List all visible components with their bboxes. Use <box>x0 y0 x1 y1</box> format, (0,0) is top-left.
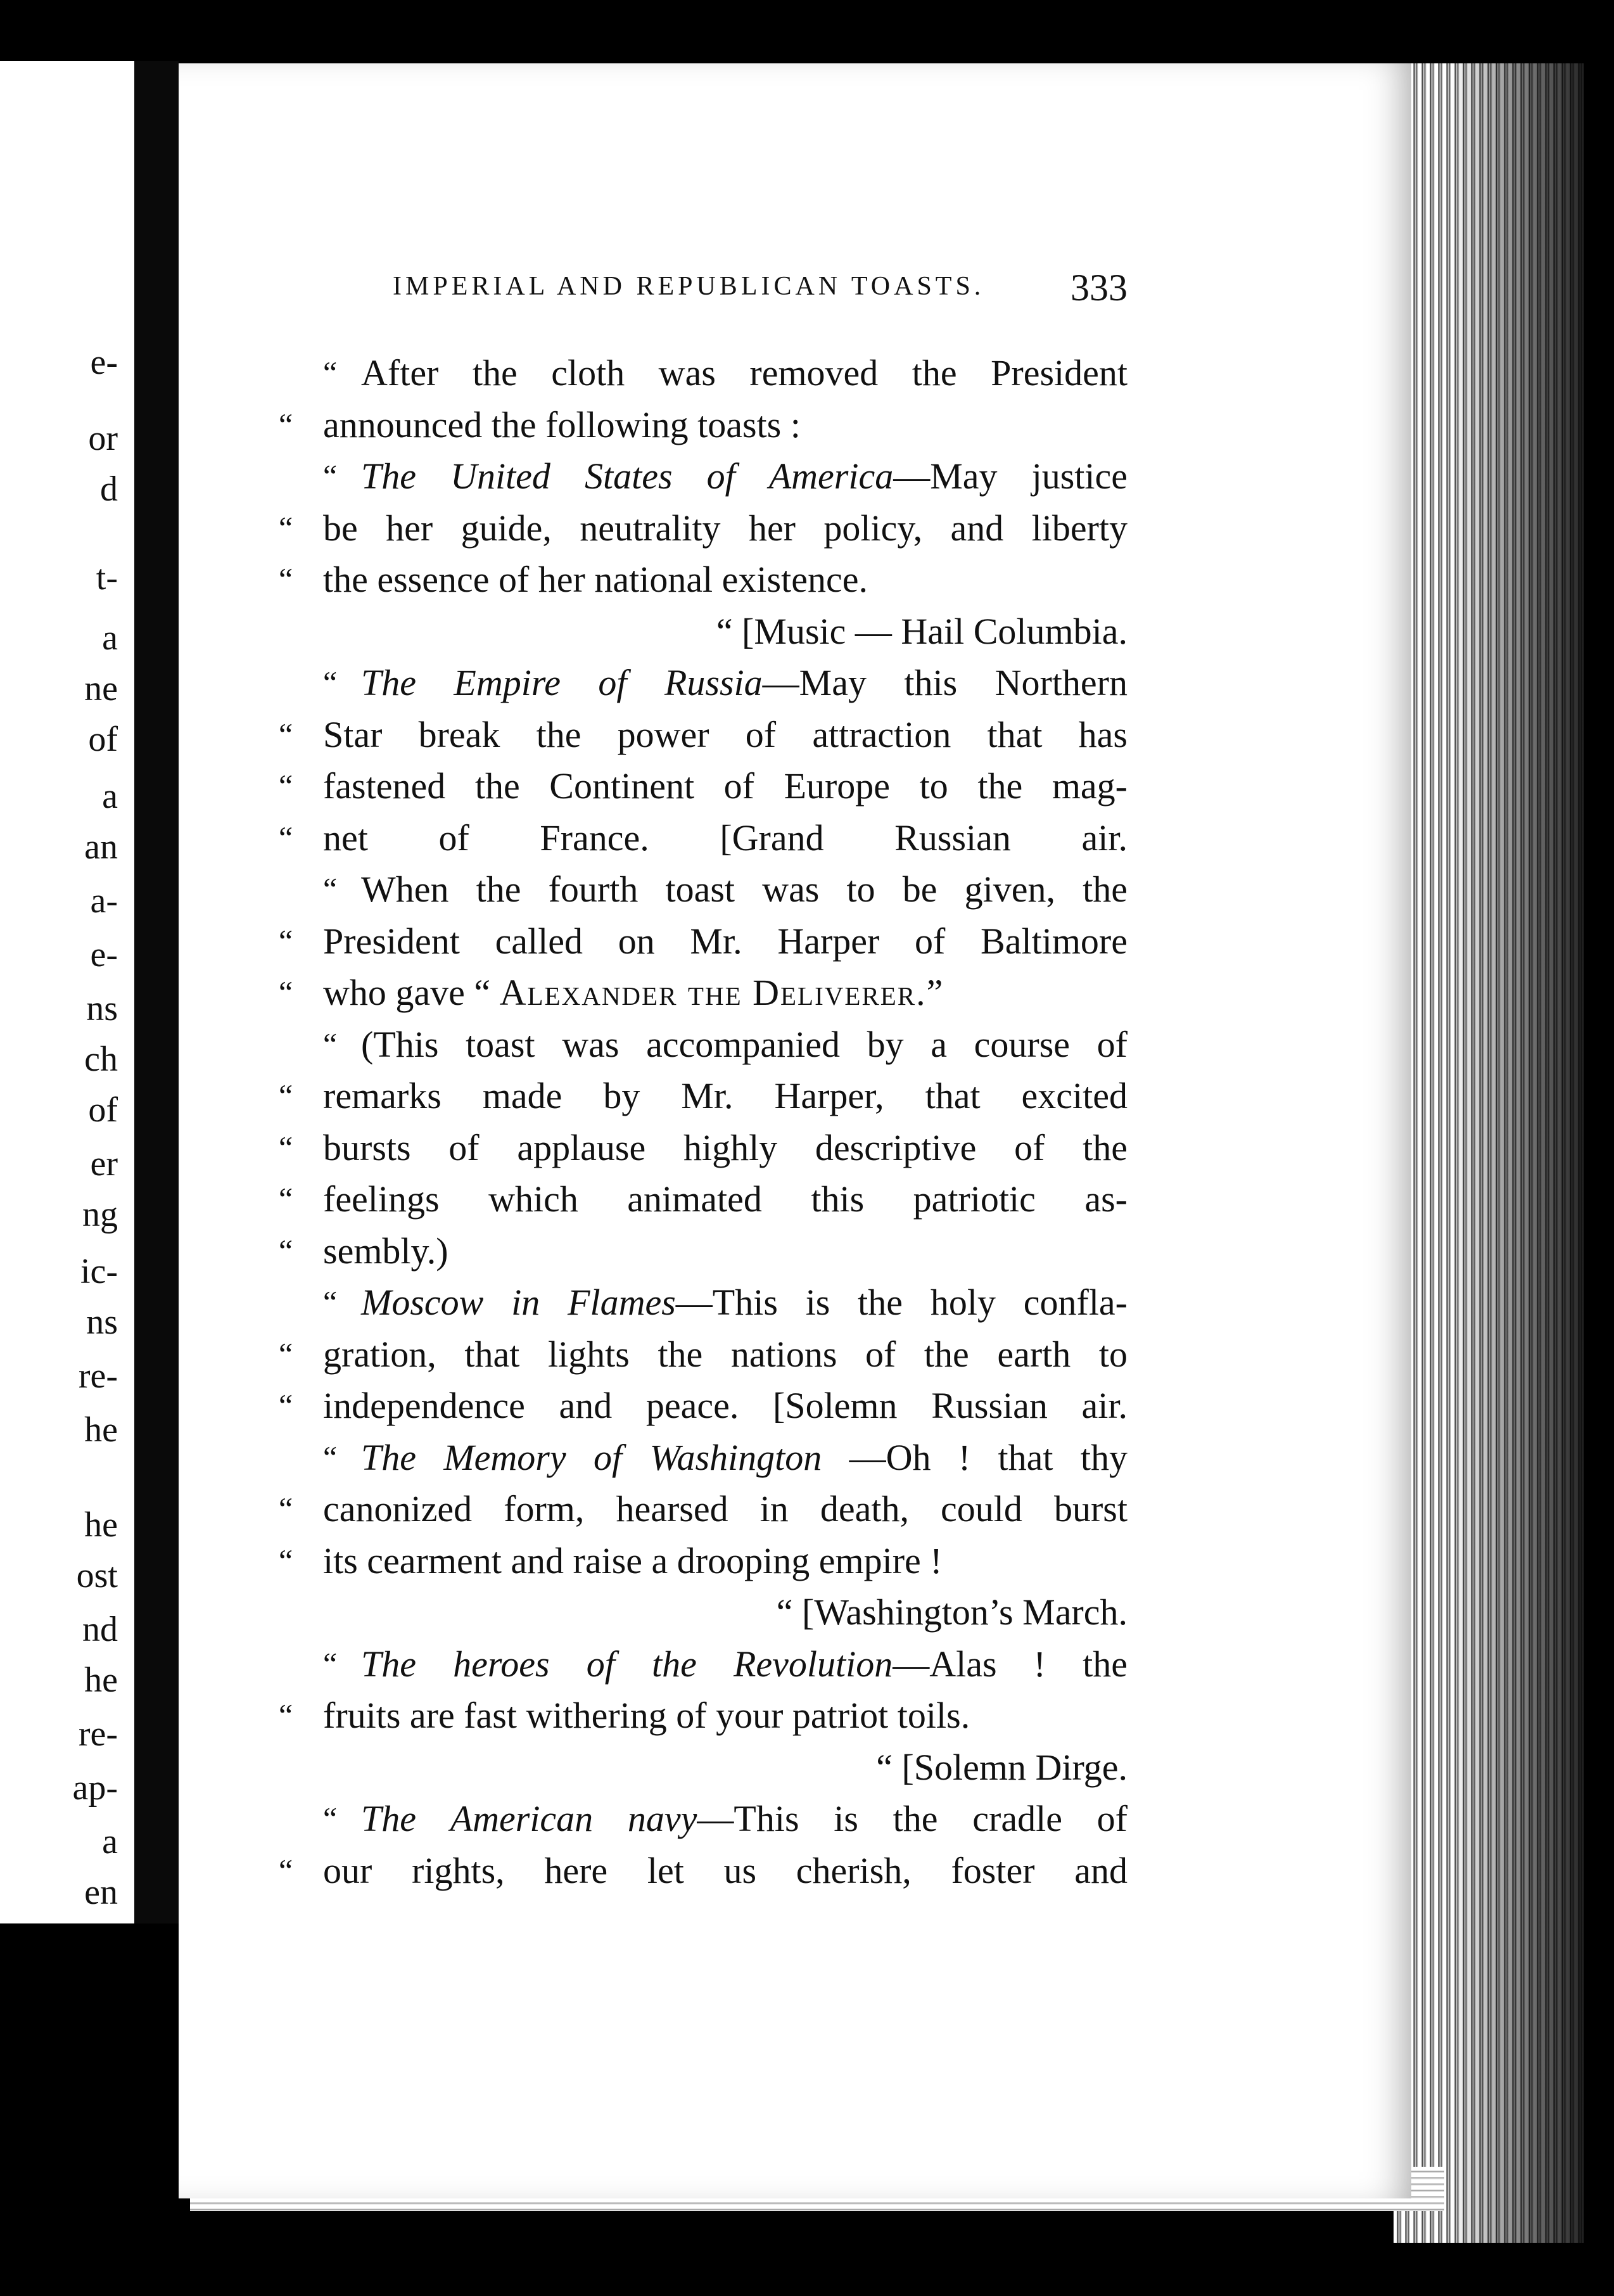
line-text <box>323 915 1128 967</box>
italic-text: The Memory of Washington <box>361 1436 822 1478</box>
quote-mark: “ <box>279 1078 293 1113</box>
text-run: gration, that lights the nations of the earth to <box>323 1333 1128 1375</box>
quote-mark: “ <box>279 922 293 959</box>
text-run: “ [Music — Hail Columbia. <box>716 610 1128 652</box>
text-line <box>279 709 1128 761</box>
previous-page-fragment <box>0 61 134 1923</box>
text-run: the essence of her national existence. <box>323 559 868 600</box>
previous-page-text-fragment: he <box>84 1661 118 1700</box>
text-run: “ [Solemn Dirge. <box>876 1746 1128 1788</box>
text-run: —Oh ! that thy <box>822 1436 1128 1478</box>
previous-page-text-fragment: ns <box>86 1303 118 1342</box>
line-text <box>323 1122 1128 1174</box>
quote-mark: “ <box>279 561 293 597</box>
text-run: —May justice <box>893 456 1128 497</box>
text-line <box>279 399 1128 451</box>
text-run: canonized form, hearsed in death, could burst <box>323 1488 1128 1529</box>
previous-page-text-fragment: re- <box>78 1714 118 1754</box>
text-line <box>279 1742 1128 1794</box>
text-run: fruits are fast withering of your patriot toils. <box>323 1695 970 1736</box>
line-text <box>323 606 1128 658</box>
text-run: Star break the power of attraction that has <box>323 713 1128 755</box>
quote-mark: “ <box>279 406 293 442</box>
text-line <box>279 606 1128 658</box>
previous-page-text-fragment: a <box>102 618 118 658</box>
text-run: net of France. [Grand Russian air. <box>323 817 1128 858</box>
text-line <box>279 915 1128 967</box>
line-text <box>361 1793 1128 1845</box>
text-line <box>279 1535 1128 1587</box>
previous-page-text-fragment: nd <box>82 1610 118 1649</box>
text-line <box>279 1122 1128 1174</box>
text-line <box>279 1380 1128 1432</box>
text-line <box>279 1638 1128 1690</box>
text-line <box>279 760 1128 812</box>
text-run: bursts of applause highly descriptive of the <box>323 1126 1128 1168</box>
previous-page-text-fragment: d <box>100 469 118 509</box>
quote-mark: “ <box>279 974 293 1010</box>
text-line <box>279 1277 1128 1329</box>
quote-mark: “ <box>323 1284 338 1320</box>
text-line <box>279 1586 1128 1638</box>
quote-mark: “ <box>279 1697 293 1733</box>
text-line <box>279 657 1128 709</box>
line-text <box>323 1845 1128 1897</box>
italic-text: The heroes of the Revolution <box>361 1643 893 1685</box>
text-run: When the fourth toast was to be given, the <box>361 869 1128 910</box>
line-text <box>361 864 1128 915</box>
line-text <box>323 1070 1128 1122</box>
text-run: its cearment and raise a drooping empire ! <box>323 1540 943 1581</box>
previous-page-text-fragment: e- <box>90 343 118 382</box>
previous-page-text-fragment: t- <box>96 558 118 597</box>
italic-text: Moscow in Flames <box>361 1282 676 1323</box>
line-text <box>361 450 1128 502</box>
line-text <box>361 1432 1128 1484</box>
text-run: “ [Washington’s March. <box>776 1591 1128 1633</box>
line-text <box>323 967 1128 1019</box>
quote-mark: “ <box>279 1129 293 1165</box>
page-number: 333 <box>1071 267 1128 309</box>
text-line <box>279 1483 1128 1535</box>
running-head <box>393 267 1128 316</box>
text-run: —May this Northern <box>762 662 1128 703</box>
line-text <box>361 1019 1128 1071</box>
text-line <box>279 1432 1128 1484</box>
text-run: feelings which animated this patriotic as- <box>323 1178 1128 1220</box>
text-line <box>279 450 1128 502</box>
quote-mark: “ <box>279 716 293 752</box>
previous-page-text-fragment: an <box>84 827 118 867</box>
text-line <box>279 864 1128 915</box>
text-run: sembly.) <box>323 1230 448 1272</box>
text-line <box>279 1793 1128 1845</box>
quote-mark: “ <box>279 1852 293 1888</box>
text-run: —This is the holy confla- <box>675 1282 1128 1323</box>
quote-mark: “ <box>323 1801 338 1836</box>
text-line <box>279 1845 1128 1897</box>
text-run: After the cloth was removed the President <box>361 352 1128 393</box>
line-text <box>361 1638 1128 1690</box>
previous-page-text-fragment: of <box>88 720 118 759</box>
previous-page-text-fragment: ost <box>76 1556 118 1595</box>
book-gutter <box>134 61 179 1923</box>
italic-text: The American navy <box>361 1798 697 1839</box>
body-text <box>279 347 1128 1896</box>
quote-mark: “ <box>323 458 338 494</box>
line-text <box>323 760 1128 812</box>
line-text <box>323 1742 1128 1794</box>
text-line <box>279 1070 1128 1122</box>
line-text <box>361 1277 1128 1329</box>
line-text <box>323 1380 1128 1432</box>
line-text <box>323 1690 1128 1742</box>
text-run: —Alas ! the <box>893 1643 1128 1685</box>
small-caps-text: Alexander the Deliverer. <box>499 972 927 1013</box>
quote-mark: “ <box>323 665 338 700</box>
line-text <box>361 347 1128 399</box>
quote-mark: “ <box>323 355 338 390</box>
previous-page-text-fragment: e- <box>90 935 118 974</box>
previous-page-text-fragment: ap- <box>72 1768 118 1808</box>
quote-mark: “ <box>323 1026 338 1062</box>
previous-page-text-fragment: a <box>102 777 118 816</box>
italic-text: The Empire of Russia <box>361 662 763 703</box>
previous-page-text-fragment: a- <box>90 881 118 921</box>
text-run: remarks made by Mr. Harper, that excited <box>323 1075 1128 1116</box>
line-text <box>323 1483 1128 1535</box>
text-line <box>279 554 1128 606</box>
quote-mark: “ <box>323 871 338 907</box>
line-text <box>323 709 1128 761</box>
text-run: President called on Mr. Harper of Baltimore <box>323 920 1128 962</box>
line-text <box>323 1586 1128 1638</box>
text-run: (This toast was accompanied by a course of <box>361 1023 1128 1065</box>
previous-page-text-fragment: re- <box>78 1356 118 1396</box>
quote-mark: “ <box>279 1387 293 1423</box>
text-line <box>279 1329 1128 1381</box>
line-text <box>323 1329 1128 1381</box>
quote-mark: “ <box>279 1542 293 1578</box>
text-line <box>279 347 1128 399</box>
previous-page-text-fragment: a <box>102 1822 118 1861</box>
line-text <box>323 812 1128 864</box>
page-edges-shadow <box>1451 63 1584 2243</box>
text-line <box>279 1690 1128 1742</box>
previous-page-text-fragment: or <box>88 419 118 458</box>
line-text <box>323 399 1128 451</box>
text-run: announced the following toasts : <box>323 404 801 445</box>
line-text <box>323 502 1128 554</box>
text-line <box>279 502 1128 554</box>
line-text <box>323 1225 1128 1277</box>
previous-page-text-fragment: er <box>90 1144 118 1183</box>
previous-page-text-fragment: ne <box>84 669 118 708</box>
text-run: ” <box>926 972 943 1013</box>
quote-mark: “ <box>279 509 293 545</box>
previous-page-text-fragment: ns <box>86 989 118 1028</box>
line-text <box>323 554 1128 606</box>
running-head-title: IMPERIAL AND REPUBLICAN TOASTS. <box>393 272 985 301</box>
previous-page-text-fragment: en <box>84 1873 118 1912</box>
previous-page-text-fragment: of <box>88 1090 118 1130</box>
previous-page-text-fragment: ch <box>84 1040 118 1079</box>
quote-mark: “ <box>323 1439 338 1475</box>
text-line <box>279 1173 1128 1225</box>
text-line <box>279 1019 1128 1071</box>
text-line <box>279 812 1128 864</box>
text-run: —This is the cradle of <box>697 1798 1128 1839</box>
quote-mark: “ <box>279 819 293 855</box>
quote-mark: “ <box>279 768 293 803</box>
text-run: our rights, here let us cherish, foster and <box>323 1849 1128 1891</box>
text-run: fastened the Continent of Europe to the mag- <box>323 765 1128 807</box>
text-line <box>279 1225 1128 1277</box>
text-line <box>279 967 1128 1019</box>
previous-page-text-fragment: ic- <box>80 1252 118 1291</box>
text-run: who gave “ <box>323 972 500 1013</box>
previous-page-text-fragment: he <box>84 1410 118 1450</box>
italic-text: The United States of America <box>361 456 894 497</box>
quote-mark: “ <box>279 1181 293 1216</box>
quote-mark: “ <box>279 1232 293 1268</box>
line-text <box>323 1173 1128 1225</box>
text-run: be her guide, neutrality her policy, and liberty <box>323 507 1128 549</box>
previous-page-text-fragment: ng <box>82 1195 118 1234</box>
quote-mark: “ <box>323 1645 338 1681</box>
line-text <box>361 657 1128 709</box>
previous-page-text-fragment: he <box>84 1505 118 1545</box>
quote-mark: “ <box>279 1491 293 1526</box>
quote-mark: “ <box>279 1336 293 1372</box>
line-text <box>323 1535 1128 1587</box>
text-run: independence and peace. [Solemn Russian air. <box>323 1385 1128 1426</box>
